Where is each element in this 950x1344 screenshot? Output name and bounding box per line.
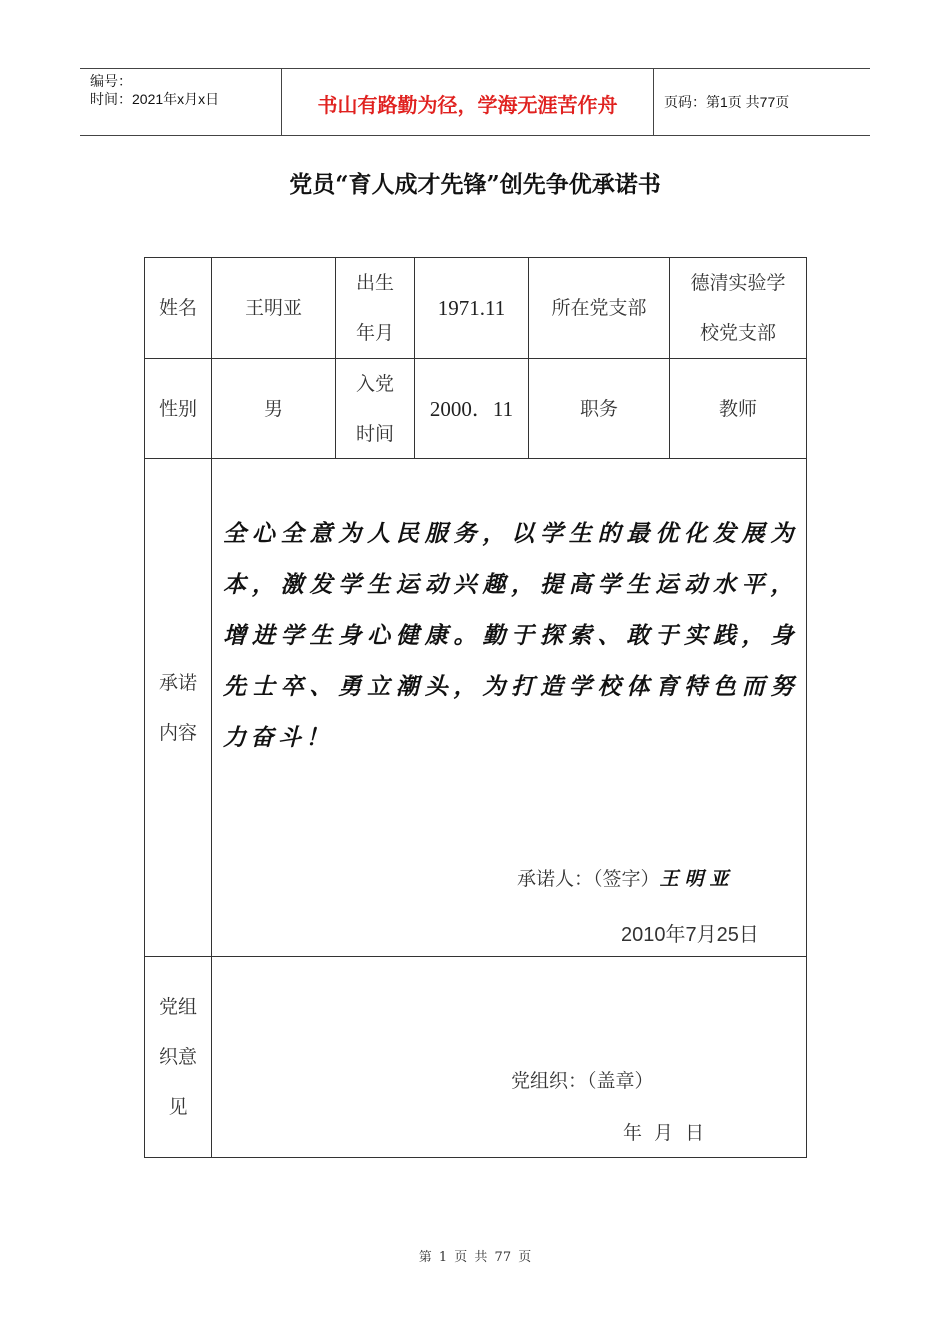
promise-label <box>145 459 211 956</box>
org-label-line2: 织意 <box>158 1046 197 1068</box>
birth-label <box>336 258 414 358</box>
name-value: 王明亚 <box>244 297 302 319</box>
position-value: 教师 <box>718 397 757 420</box>
gender-label: 性别 <box>158 397 197 420</box>
org-date: 年 月 日 <box>623 1122 705 1144</box>
signer-label: 承诺人：（签字） <box>517 868 660 890</box>
header-meta <box>80 69 282 135</box>
header-motto: 书山有路勤为径，学海无涯苦作舟 <box>282 69 654 135</box>
header-page-info: 页码：第1页 共77页 <box>664 94 790 110</box>
org-label-line3: 见 <box>168 1096 188 1118</box>
row-divider <box>145 458 806 459</box>
serial-label: 编号： <box>90 73 132 89</box>
page-header <box>80 68 870 136</box>
promise-content: 全心全意为人民服务，以学生的最优化发展为本，激发学生运动兴趣，提高学生运动水平，增进学生身心健康。勤于探索、敢于实践，身先士卒、勇立潮头，为打造学校体育特色而努力奋斗！ <box>223 520 798 751</box>
position-label: 职务 <box>579 397 618 420</box>
birth-label-line1: 出生 <box>355 272 394 294</box>
branch-label: 所在党支部 <box>551 297 647 319</box>
signer-signature: 王明亚 <box>659 868 735 890</box>
join-label <box>336 359 414 458</box>
document-title: 党员“育人成才先锋”创先争优承诺书 <box>289 171 661 198</box>
org-stamp-label: 党组织：（盖章） <box>511 1070 654 1092</box>
promise-label-line1: 承诺 <box>158 671 197 694</box>
time-label: 时间：2021年x月x日 <box>90 91 220 107</box>
birth-value: 1971.11 <box>437 296 506 320</box>
join-label-line2: 时间 <box>355 422 394 445</box>
page-footer: 第 1 页 共 77 页 <box>418 1250 532 1265</box>
branch-value-line1: 德清实验学 <box>690 272 786 294</box>
org-label-line1: 党组 <box>158 996 197 1018</box>
branch-value-line2: 校党支部 <box>699 322 776 344</box>
org-opinion-label <box>145 957 211 1157</box>
join-value: 2000．11 <box>429 396 514 421</box>
sign-date: 2010年7月25日 <box>621 924 759 946</box>
pledge-form-table <box>144 257 807 1158</box>
promise-label-line2: 内容 <box>158 721 197 744</box>
signer-line <box>517 864 735 891</box>
gender-value: 男 <box>263 397 283 420</box>
join-label-line1: 入党 <box>355 372 394 395</box>
branch-value <box>670 258 806 358</box>
birth-label-line2: 年月 <box>355 322 394 344</box>
row-divider <box>145 956 806 957</box>
name-label: 姓名 <box>158 297 197 319</box>
